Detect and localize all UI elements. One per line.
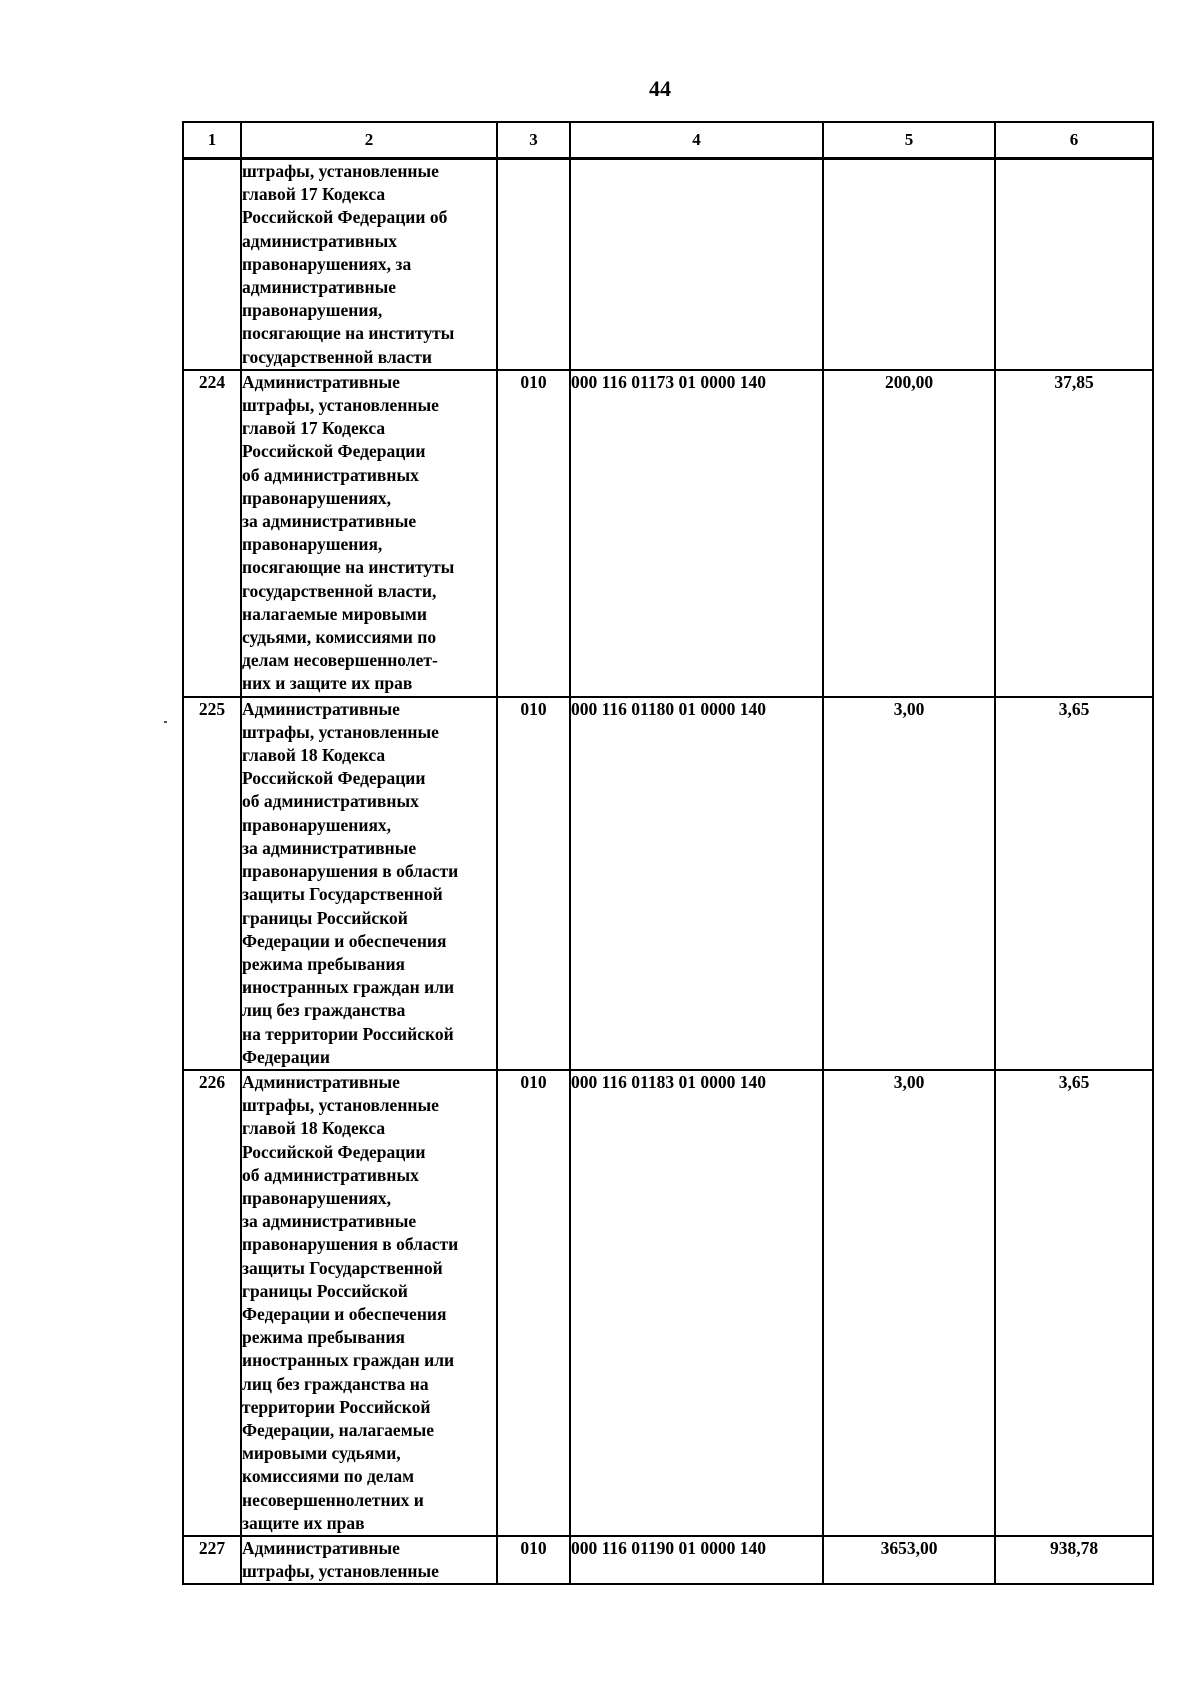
description-cell (241, 370, 497, 697)
description-line: об административных (242, 1164, 419, 1185)
row-number-cell: 224 (183, 370, 241, 697)
description-line: правонарушениях, за (242, 253, 412, 274)
description-line: штрафы, установленные (242, 1561, 439, 1582)
budget-code-cell: 000 116 01190 01 0000 140 (570, 1536, 823, 1584)
value-column-6-cell: 3,65 (995, 1070, 1153, 1536)
description-line: Федерации и обеспечения (242, 930, 447, 951)
admin-code-cell (497, 159, 570, 370)
admin-code-cell: 010 (497, 370, 570, 697)
description-line: защиты Государственной (242, 1257, 443, 1278)
table-row (183, 1536, 1153, 1584)
description-line: комиссиями по делам (242, 1466, 415, 1487)
description-line: Федерации (242, 1046, 330, 1067)
column-header: 3 (497, 122, 570, 159)
description-line: на территории Российской (242, 1023, 454, 1044)
description-line: правонарушения в области (242, 1234, 459, 1255)
description-line: за административные (242, 1211, 417, 1232)
table-row (183, 697, 1153, 1070)
description-line: за административные (242, 837, 417, 858)
description-line: судьями, комиссиями по (242, 627, 437, 648)
value-column-5-cell: 3,00 (823, 697, 995, 1070)
description-line: Административные (242, 1537, 400, 1558)
description-line: посягающие на институты (242, 323, 455, 344)
description-line: Российской Федерации (242, 1141, 426, 1162)
scan-speck (164, 721, 167, 723)
description-line: правонарушения, (242, 300, 383, 321)
description-line: налагаемые мировыми (242, 603, 427, 624)
column-header: 2 (241, 122, 497, 159)
table-header-row (183, 122, 1153, 159)
value-column-5-cell (823, 159, 995, 370)
column-header: 4 (570, 122, 823, 159)
description-line: Административные (242, 698, 400, 719)
description-line: главой 17 Кодекса (242, 184, 386, 205)
description-cell (241, 159, 497, 370)
description-line: правонарушения в области (242, 861, 459, 882)
admin-code-cell: 010 (497, 1536, 570, 1584)
description-line: штрафы, установленные (242, 721, 439, 742)
description-line: главой 18 Кодекса (242, 1118, 386, 1139)
budget-code-cell (570, 159, 823, 370)
description-line: правонарушениях, (242, 814, 392, 835)
description-line: государственной власти, (242, 580, 437, 601)
description-line: Российской Федерации (242, 768, 426, 789)
value-column-5-cell: 200,00 (823, 370, 995, 697)
description-line: штрафы, установленные (242, 161, 439, 181)
page-number: 44 (649, 76, 671, 101)
row-number-cell: 225 (183, 697, 241, 1070)
description-line: за административные (242, 511, 417, 532)
description-line: режима пребывания (242, 953, 406, 974)
row-number-cell: 226 (183, 1070, 241, 1536)
description-cell (241, 697, 497, 1070)
description-line: Федерации и обеспечения (242, 1303, 447, 1324)
description-line: лиц без гражданства (242, 1000, 406, 1021)
description-line: штрафы, установленные (242, 1095, 439, 1116)
description-line: Административные (242, 371, 400, 392)
row-number-cell: 227 (183, 1536, 241, 1584)
description-line: иностранных граждан или (242, 977, 455, 998)
table-row (183, 1070, 1153, 1536)
description-line: защиты Государственной (242, 884, 443, 905)
value-column-6-cell (995, 159, 1153, 370)
table-row (183, 159, 1153, 370)
description-line: административных (242, 230, 398, 251)
description-line: несовершеннолетних и (242, 1489, 424, 1510)
description-line: границы Российской (242, 907, 408, 928)
description-line: посягающие на институты (242, 557, 455, 578)
description-line: иностранных граждан или (242, 1350, 455, 1371)
value-column-6-cell: 938,78 (995, 1536, 1153, 1584)
description-line: них и защите их прав (242, 673, 413, 694)
description-line: делам несовершеннолет- (242, 650, 438, 671)
description-line: правонарушения, (242, 534, 383, 555)
description-line: правонарушениях, (242, 487, 392, 508)
value-column-6-cell: 37,85 (995, 370, 1153, 697)
column-header: 6 (995, 122, 1153, 159)
column-header: 1 (183, 122, 241, 159)
description-line: правонарушениях, (242, 1187, 392, 1208)
description-line: территории Российской (242, 1396, 431, 1417)
table-row (183, 370, 1153, 697)
description-line: штрафы, установленные (242, 395, 439, 416)
column-header: 5 (823, 122, 995, 159)
value-column-5-cell: 3,00 (823, 1070, 995, 1536)
description-line: главой 18 Кодекса (242, 745, 386, 766)
budget-table (182, 121, 1154, 1585)
table-body (183, 159, 1153, 1585)
admin-code-cell: 010 (497, 1070, 570, 1536)
budget-code-cell: 000 116 01173 01 0000 140 (570, 370, 823, 697)
description-line: мировыми судьями, (242, 1443, 401, 1464)
value-column-5-cell: 3653,00 (823, 1536, 995, 1584)
admin-code-cell: 010 (497, 697, 570, 1070)
description-line: главой 17 Кодекса (242, 418, 386, 439)
description-line: административные (242, 277, 397, 298)
description-line: об административных (242, 791, 419, 812)
budget-code-cell: 000 116 01183 01 0000 140 (570, 1070, 823, 1536)
description-line: лиц без гражданства на (242, 1373, 429, 1394)
description-line: Федерации, налагаемые (242, 1419, 435, 1440)
description-line: Российской Федерации (242, 441, 426, 462)
description-line: Административные (242, 1071, 400, 1092)
description-cell (241, 1536, 497, 1584)
budget-code-cell: 000 116 01180 01 0000 140 (570, 697, 823, 1070)
description-line: об административных (242, 464, 419, 485)
description-line: защите их прав (242, 1512, 365, 1533)
description-line: режима пребывания (242, 1327, 406, 1348)
value-column-6-cell: 3,65 (995, 697, 1153, 1070)
description-line: границы Российской (242, 1280, 408, 1301)
description-line: Российской Федерации об (242, 207, 448, 228)
row-number-cell (183, 159, 241, 370)
description-cell (241, 1070, 497, 1536)
description-line: государственной власти (242, 346, 432, 367)
